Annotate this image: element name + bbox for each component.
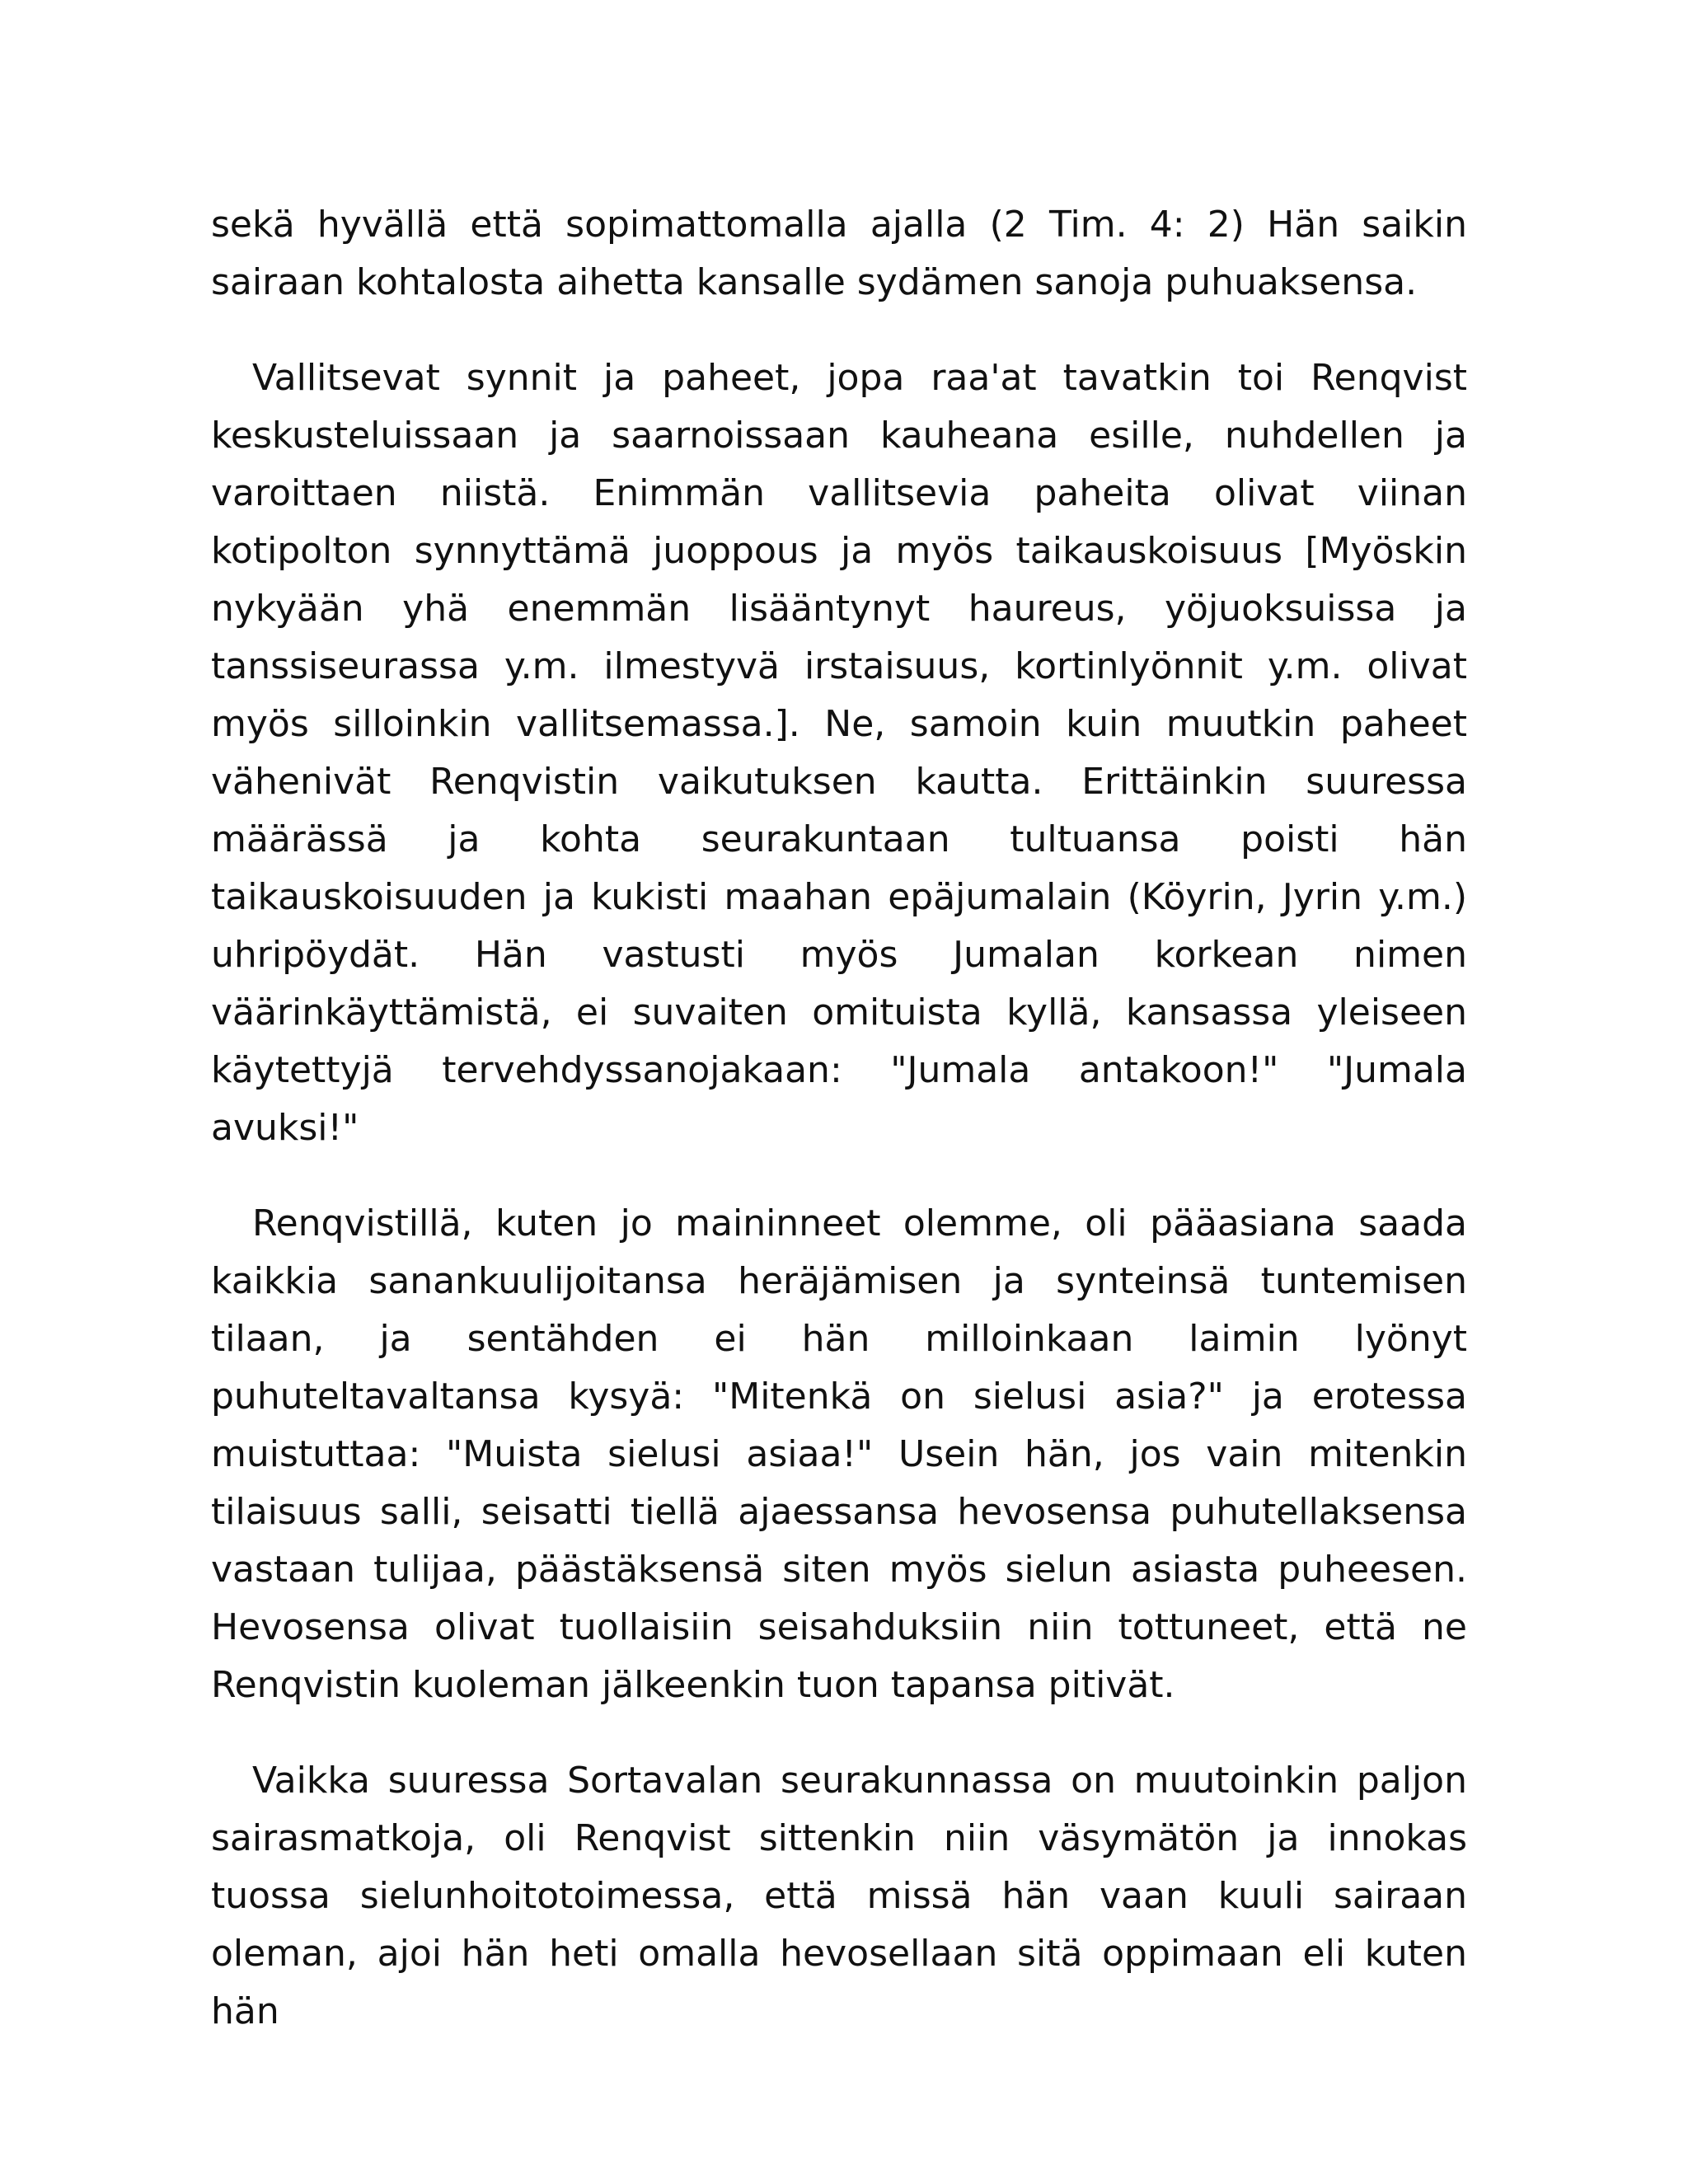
paragraph-3: Renqvistillä, kuten jo maininneet olemme, oli pääasiana saada kaikkia sanankuulijoitansa heräjämisen ja synteinsä tuntemisen tilaan, ja sentähden ei hän milloinkaan laimin lyönyt puhuteltavaltansa kysyä: "Mitenkä on sielusi asia?" ja erotessa muistuttaa: "Muista sielusi asiaa!" Usein hän, jos vain mitenkin tilaisuus salli, seisatti tiellä ajaessansa hevosensa puhutellaksensa vastaan tulijaa, päästäksensä siten myös sielun asiasta puheesen. Hevosensa olivat tuollaisiin seisahduksiin niin tottuneet, että ne Renqvistin kuoleman jälkeenkin tuon tapansa pitivät. (211, 1202, 1467, 1706)
text-column (211, 196, 1467, 2041)
paragraph-1: sekä hyvällä että sopimattomalla ajalla (2 Tim. 4: 2) Hän saikin sairaan kohtalosta aihetta kansalle sydämen sanoja puhuaksensa. (211, 204, 1467, 303)
paragraph-4: Vaikka suuressa Sortavalan seurakunnassa on muutoinkin paljon sairasmatkoja, oli Renqvist sittenkin niin väsymätön ja innokas tuossa sielunhoitotoimessa, että missä hän vaan kuuli sairaan oleman, ajoi hän heti omalla hevosellaan sitä oppimaan eli kuten hän (211, 1760, 1467, 2032)
paragraph-2: Vallitsevat synnit ja paheet, jopa raa'at tavatkin toi Renqvist keskusteluissaan ja saarnoissaan kauheana esille, nuhdellen ja varoittaen niistä. Enimmän vallitsevia paheita olivat viinan kotipolton synnyttämä juoppous ja myös taikauskoisuus [Myöskin nykyään yhä enemmän lisääntynyt haureus, yöjuoksuissa ja tanssiseurassa y.m. ilmestyvä irstaisuus, kortinlyönnit y.m. olivat myös silloinkin vallitsemassa.]. Ne, samoin kuin muutkin paheet vähenivät Renqvistin vaikutuksen kautta. Erittäinkin suuressa määrässä ja kohta seurakuntaan tultuansa poisti hän taikauskoisuuden ja kukisti maahan epäjumalain (Köyrin, Jyrin y.m.) uhripöydät. Hän vastusti myös Jumalan korkean nimen väärinkäyttämistä, ei suvaiten omituista kyllä, kansassa yleiseen käytettyjä tervehdyssanojakaan: "Jumala antakoon!" "Jumala avuksi!" (211, 357, 1467, 1149)
